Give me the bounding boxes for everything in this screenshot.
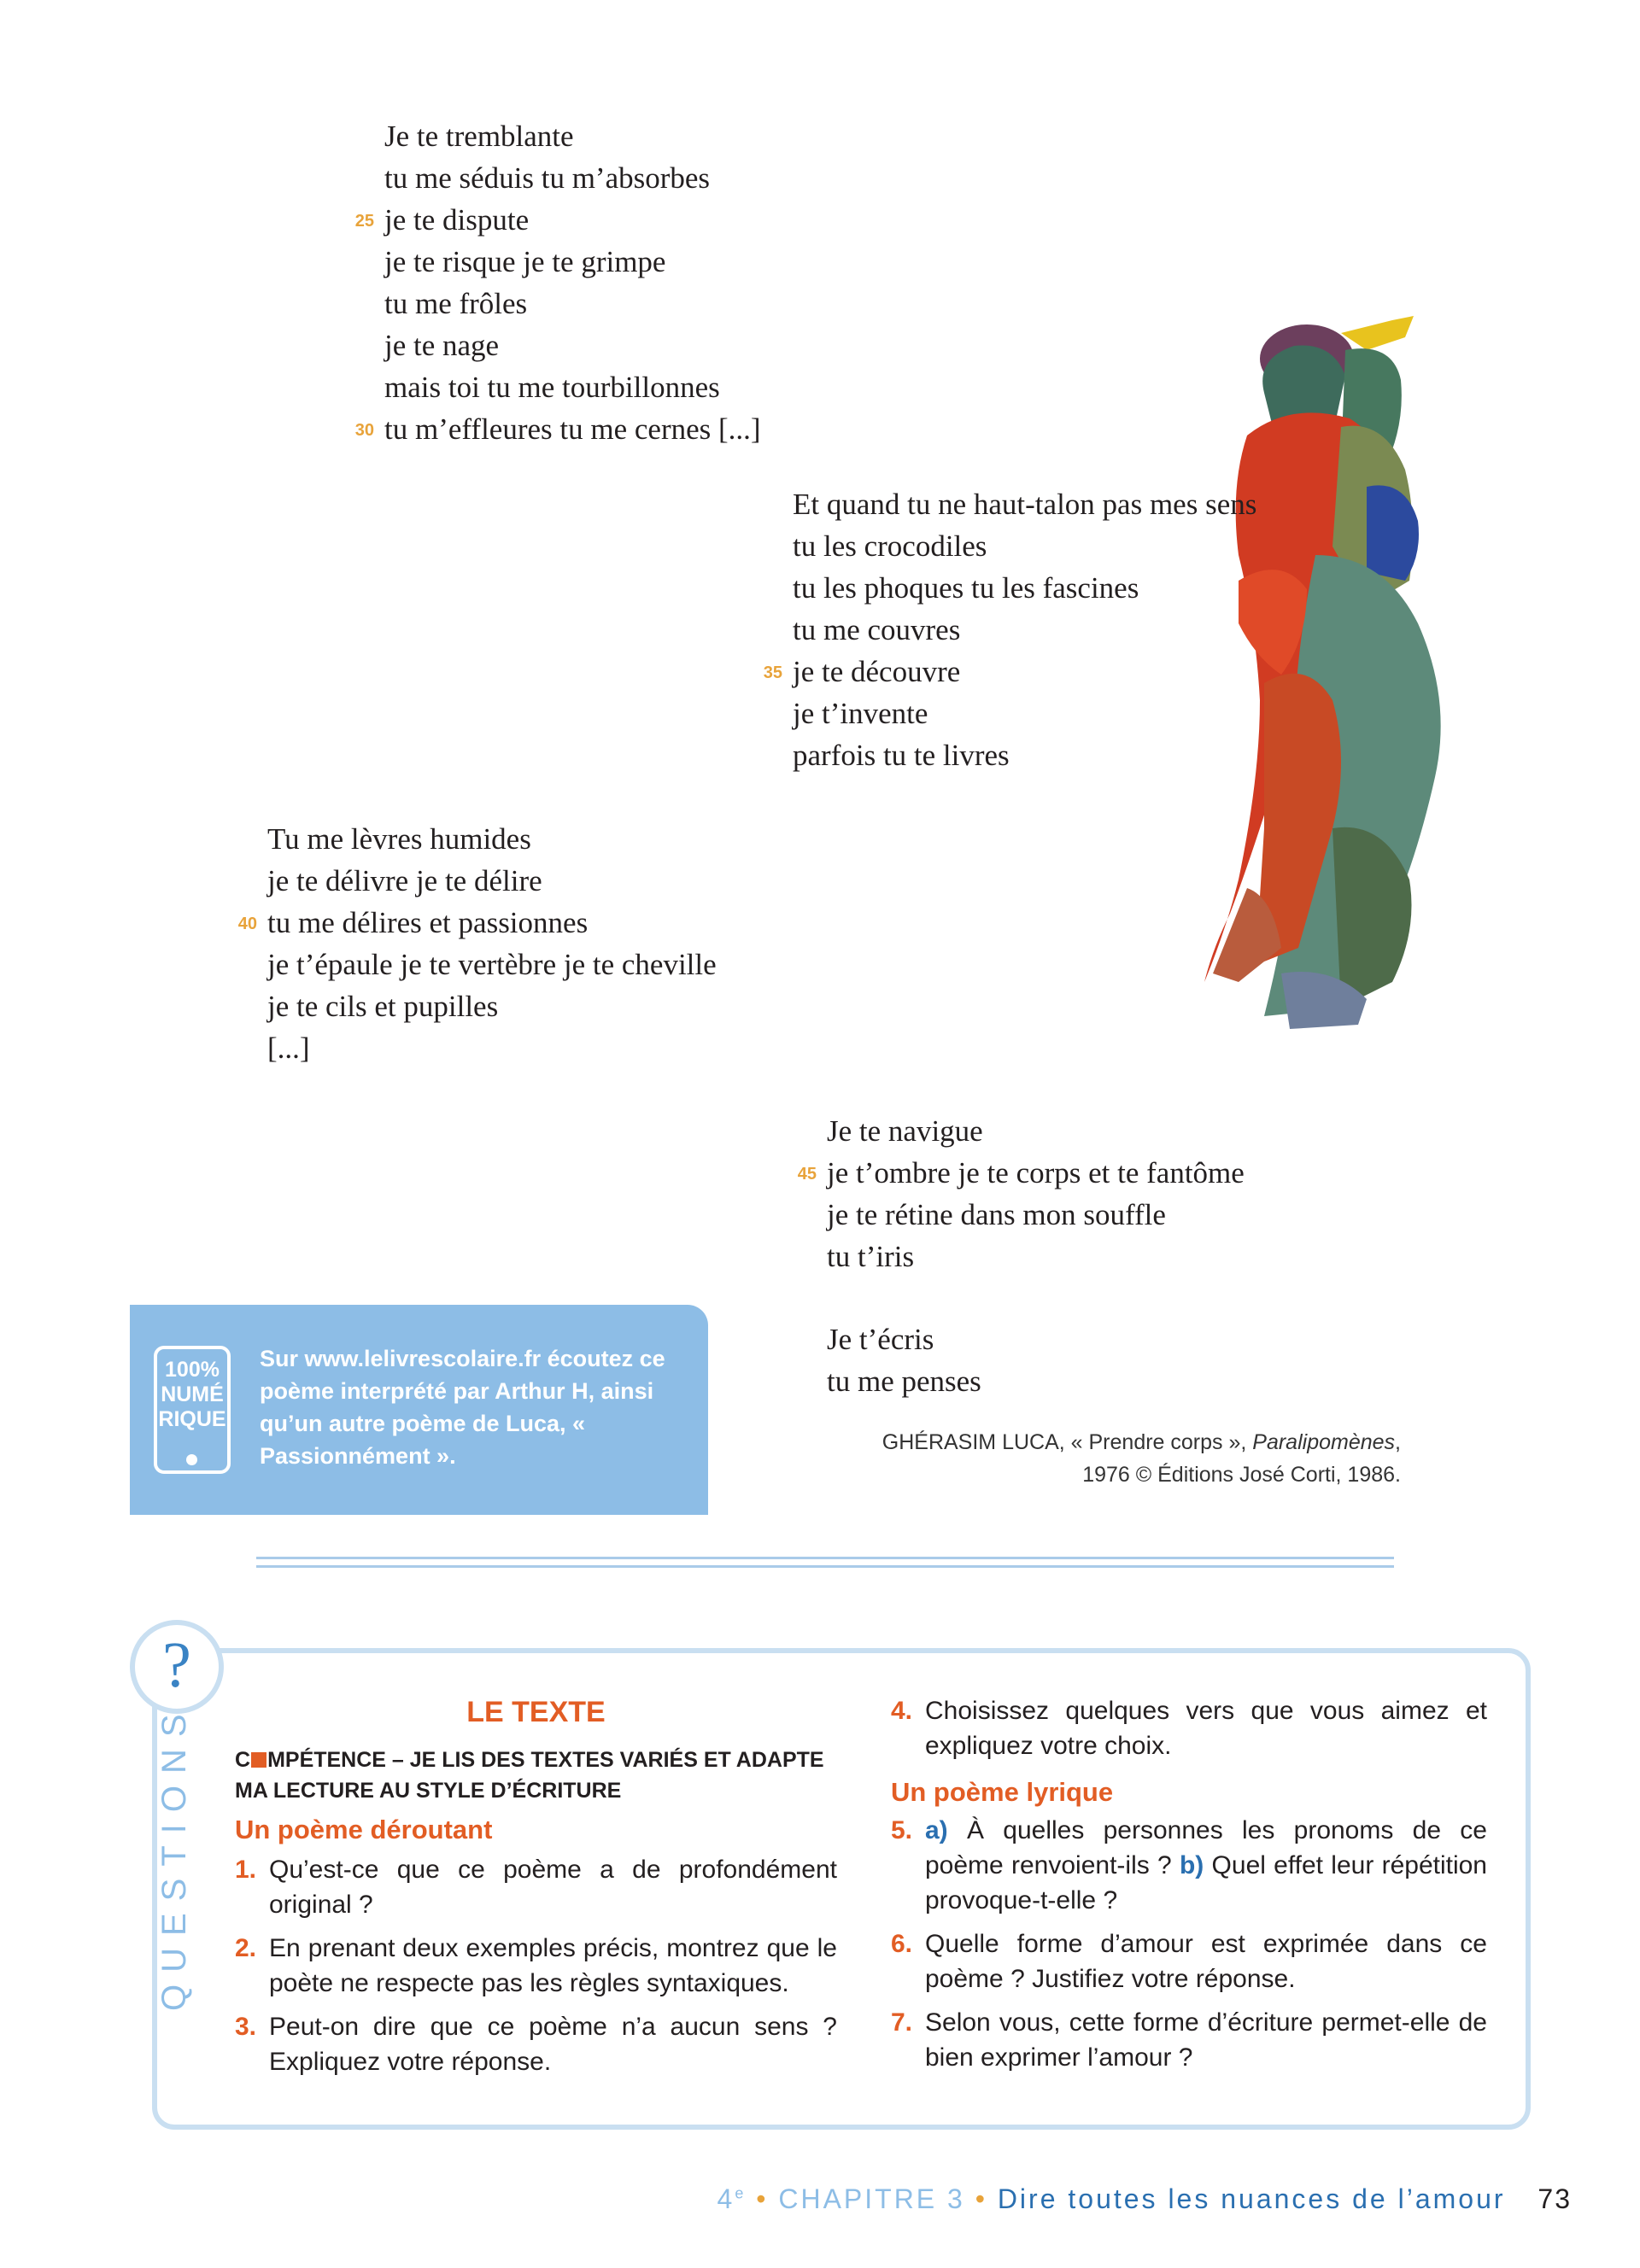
poem-line: 40 tu me délires et passionnes [267, 902, 717, 944]
poem-line: mais toi tu me tourbillonnes [384, 371, 720, 404]
poem-line: Je te tremblante [384, 120, 574, 153]
footer-level: 4e [717, 2183, 747, 2214]
poem-line: Et quand tu ne haut-talon pas mes sens [793, 488, 1257, 521]
poem-line: Je t’écris [827, 1323, 934, 1356]
stanza-2 [763, 483, 1257, 776]
page-number: 73 [1538, 2183, 1572, 2214]
section-heading: LE TEXTE [466, 1696, 606, 1728]
digital-resource-text[interactable]: Sur www.lelivrescolaire.fr écoutez ce poème interprété par Arthur H, ainsi qu’un autre poème de Luca, « Passionnément ». [260, 1346, 665, 1469]
question-5: 5. a) À quelles personnes les pronoms de ce poème renvoient-ils ? b) Quel effet leur répétition provoque-t-elle ? [891, 1816, 1487, 1914]
poem-line: Tu me lèvres humides [267, 822, 531, 856]
poem-line: tu me penses [827, 1365, 981, 1398]
poem-line: je t’invente [793, 697, 928, 730]
poem-line: 30 tu m’effleures tu me cernes [...] [384, 408, 761, 450]
citation-publisher: 1976 © Éditions José Corti, 1986. [1082, 1463, 1401, 1487]
poem-line: tu t’iris [827, 1240, 915, 1273]
poem-line: je t’épaule je te vertèbre je te cheville [267, 948, 717, 981]
poem-line: [...] [267, 1032, 310, 1065]
footer-bullet: • [975, 2183, 987, 2214]
citation-author: GHÉRASIM LUCA [882, 1430, 1059, 1454]
poem-line: je te risque je te grimpe [384, 245, 666, 278]
digital-resource-box[interactable] [130, 1305, 708, 1515]
questions-side-label: QUESTIONS [155, 1702, 193, 2011]
footer-bullet: • [756, 2183, 769, 2214]
poem-line: 35 je te découvre [793, 651, 1256, 693]
poem-line: 25 je te dispute [384, 199, 761, 241]
question-1: 1. Qu’est-ce que ce poème a de profondément original ? [235, 1856, 837, 1919]
line-number: 45 [797, 1165, 817, 1184]
poem-line: je te délivre je te délire [267, 864, 542, 897]
poem-line: je te nage [384, 329, 500, 362]
subheading-deroutant: Un poème déroutant [235, 1815, 493, 1844]
question-6: 6. Quelle forme d’amour est exprimée dans ce poème ? Justifiez votre réponse. [891, 1930, 1487, 1993]
poem-line: tu me séduis tu m’absorbes [384, 161, 711, 195]
phone-icon: 100% NUMÉ RIQUE [154, 1346, 231, 1474]
questions-left-column [235, 1693, 837, 2079]
line-number: 25 [354, 212, 374, 231]
poem-line: parfois tu te livres [793, 739, 1010, 772]
question-7: 7. Selon vous, cette forme d’écriture permet-elle de bien exprimer l’amour ? [891, 2008, 1487, 2072]
source-citation: GHÉRASIM LUCA, « Prendre corps », Paralipomènes, 1976 © Éditions José Corti, 1986. [820, 1426, 1401, 1491]
stanza-4 [797, 1110, 1245, 1277]
question-4: 4. Choisissez quelques vers que vous aimez et expliquez votre choix. [891, 1697, 1487, 1760]
poem-line: tu les crocodiles [793, 529, 987, 563]
section-divider [256, 1557, 1394, 1559]
question-2: 2. En prenant deux exemples précis, montrez que le poète ne respecte pas les règles syntaxiques. [235, 1934, 837, 1997]
footer-chapter: CHAPITRE 3 [778, 2183, 965, 2214]
section-divider [256, 1565, 1394, 1568]
question-mark-glyph: ? [162, 1629, 191, 1701]
poem-line: je te rétine dans mon souffle [827, 1198, 1166, 1231]
page-footer [718, 2183, 1572, 2215]
citation-book: Paralipomènes [1252, 1430, 1396, 1454]
footer-chapter-title: Dire toutes les nuances de l’amour [997, 2183, 1506, 2214]
poem-line: tu les phoques tu les fascines [793, 571, 1139, 605]
stanza-3 [237, 818, 717, 1069]
competence-label: C MPÉTENCE – JE LIS DES TEXTES VARIÉS ET ADAPTE MA LECTURE AU STYLE D’ÉCRITURE [235, 1748, 824, 1803]
poem-line: 45 je t’ombre je te corps et te fantôme [827, 1152, 1245, 1194]
stanza-1 [354, 115, 761, 450]
poem-line: je te cils et pupilles [267, 990, 499, 1023]
poem-line: Je te navigue [827, 1114, 983, 1148]
line-number: 35 [763, 663, 782, 682]
line-number: 40 [237, 915, 257, 933]
square-o-icon [251, 1752, 266, 1768]
question-3: 3. Peut-on dire que ce poème n’a aucun sens ? Expliquez votre réponse. [235, 2013, 837, 2076]
line-number: 30 [354, 421, 374, 440]
poem-line: tu me couvres [793, 613, 961, 646]
questions-right-column [891, 1693, 1487, 2075]
subheading-lyrique: Un poème lyrique [891, 1777, 1114, 1807]
poem-line: tu me frôles [384, 287, 528, 320]
stanza-5 [827, 1318, 981, 1402]
